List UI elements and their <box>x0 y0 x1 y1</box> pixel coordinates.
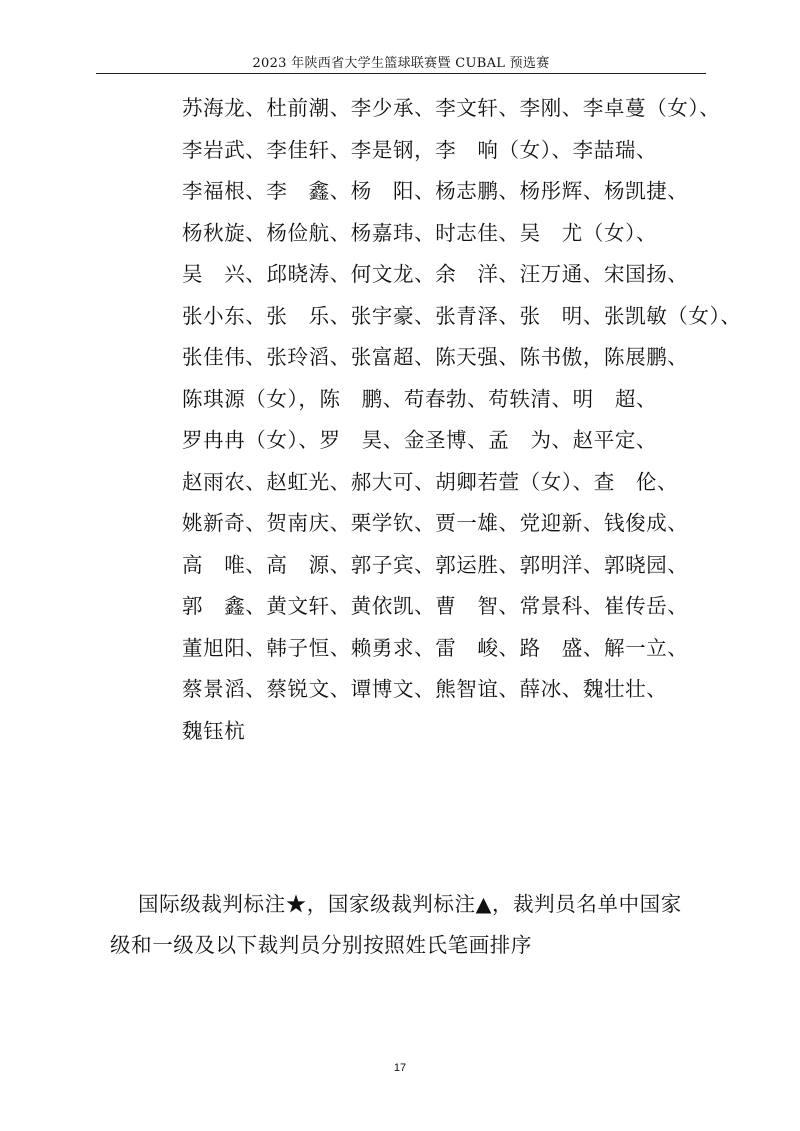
name-line: 李岩武、李佳轩、李是钢，李 响（女）、李喆瑞、 <box>182 137 658 162</box>
name-line: 李福根、李 鑫、杨 阳、杨志鹏、杨彤辉、杨凯捷、 <box>182 179 689 203</box>
name-line: 陈琪源（女），陈 鹏、苟春勃、苟轶清、明 超、 <box>182 386 658 411</box>
name-line: 吴 兴、邱晓涛、何文龙、余 洋、汪万通、宋国扬、 <box>182 262 689 286</box>
name-line: 蔡景滔、蔡锐文、谭博文、熊智谊、薛冰、魏壮壮、 <box>182 677 668 701</box>
page-number: 17 <box>393 1062 407 1074</box>
name-line: 苏海龙、杜前潮、李少承、李文轩、李刚、李卓蔓（女）、 <box>182 96 721 120</box>
name-line: 姚新奇、贺南庆、栗学钦、贾一雄、党迎新、钱俊成、 <box>182 511 689 535</box>
note-line-2: 级和一级及以下裁判员分别按照姓氏笔画排序 <box>110 933 532 957</box>
name-line: 赵雨农、赵虹光、郝大可、胡卿若萱（女）、查 伦、 <box>182 469 679 494</box>
name-line: 罗冉冉（女）、罗 昊、金圣博、孟 为、赵平定、 <box>182 428 658 452</box>
name-line: 张小东、张 乐、张宇豪、张青泽、张 明、张凯敏（女）、 <box>182 303 742 328</box>
name-line: 郭 鑫、黄文轩、黄依凯、曹 智、常景科、崔传岳、 <box>182 594 689 618</box>
name-line: 张佳伟、张玲滔、张富超、陈天强、陈书傲，陈展鹏、 <box>182 345 689 369</box>
name-line: 董旭阳、韩子恒、赖勇求、雷 峻、路 盛、解一立、 <box>182 635 689 660</box>
header-divider <box>96 73 706 74</box>
referee-name-list <box>182 88 742 752</box>
note-line-1: 国际级裁判标注★，国家级裁判标注▲，裁判员名单中国家 <box>138 892 682 916</box>
name-line: 魏钰杭 <box>182 718 246 743</box>
page-header: 2023 年陕西省大学生篮球联赛暨 CUBAL 预选赛 <box>252 56 550 71</box>
name-line: 杨秋旋、杨俭航、杨嘉玮、时志佳、吴 尤（女）、 <box>182 220 658 245</box>
referee-note <box>110 884 710 966</box>
name-line: 高 唯、高 源、郭子宾、郭运胜、郭明洋、郭晓园、 <box>182 552 689 577</box>
